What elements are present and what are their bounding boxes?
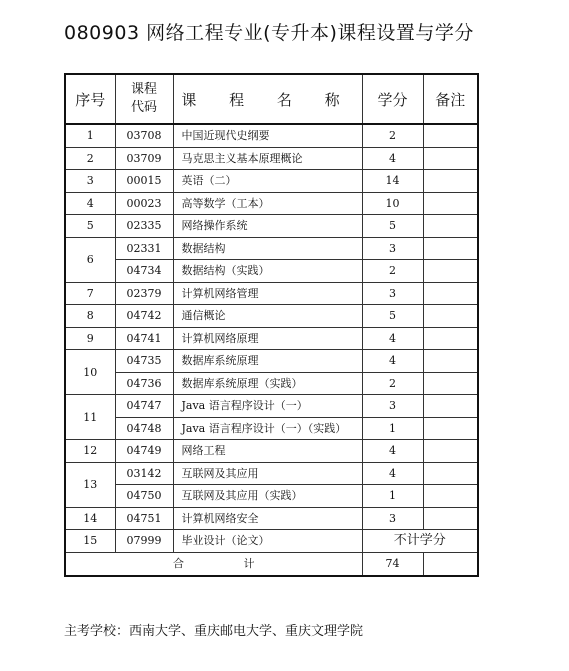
- remark-cell: [423, 485, 478, 508]
- credit-cell: 5: [362, 215, 423, 238]
- code-cell: 04750: [115, 485, 173, 508]
- header-seq: 序号: [65, 74, 115, 124]
- thesis-note: 不计学分: [362, 530, 478, 553]
- code-cell: 04748: [115, 417, 173, 440]
- page-title: 080903 网络工程专业(专升本)课程设置与学分: [64, 22, 474, 44]
- code-cell: 04742: [115, 305, 173, 328]
- remark-cell: [423, 350, 478, 373]
- table-row: [65, 440, 478, 463]
- credit-cell: 2: [362, 124, 423, 147]
- course-name-cell: Java 语言程序设计（一）（实践）: [173, 417, 362, 440]
- table-row: [65, 170, 478, 193]
- code-cell: 04735: [115, 350, 173, 373]
- seq-cell: 11: [65, 395, 115, 440]
- course-name-cell: 数据库系统原理: [173, 350, 362, 373]
- course-name-cell: 英语（二）: [173, 170, 362, 193]
- table-row: [65, 507, 478, 530]
- table-body: [65, 124, 478, 576]
- header-code: [115, 74, 173, 124]
- seq-cell: 15: [65, 530, 115, 553]
- code-cell: 03142: [115, 462, 173, 485]
- credit-cell: 3: [362, 395, 423, 418]
- credit-cell: 4: [362, 147, 423, 170]
- seq-cell: 6: [65, 237, 115, 282]
- credit-cell: 3: [362, 507, 423, 530]
- remark-cell: [423, 147, 478, 170]
- seq-cell: 12: [65, 440, 115, 463]
- header-credit: 学分: [362, 74, 423, 124]
- exam-schools: 主考学校：西南大学、重庆邮电大学、重庆文理学院: [64, 624, 364, 639]
- course-name-cell: 数据结构: [173, 237, 362, 260]
- credit-cell: 2: [362, 372, 423, 395]
- remark-cell: [423, 507, 478, 530]
- seq-cell: 13: [65, 462, 115, 507]
- course-name-cell: 数据结构（实践）: [173, 260, 362, 283]
- table-row: [65, 192, 478, 215]
- credit-cell: 4: [362, 327, 423, 350]
- credit-cell: 1: [362, 485, 423, 508]
- table-row: [65, 305, 478, 328]
- total-label: 合 计: [65, 552, 362, 576]
- code-cell: 00023: [115, 192, 173, 215]
- remark-cell: [423, 372, 478, 395]
- total-row: [65, 552, 478, 576]
- code-cell: 04749: [115, 440, 173, 463]
- credit-cell: 1: [362, 417, 423, 440]
- course-name-cell: 网络工程: [173, 440, 362, 463]
- seq-cell: 3: [65, 170, 115, 193]
- course-name-cell: 计算机网络原理: [173, 327, 362, 350]
- table-header-row: [65, 74, 478, 124]
- total-credit: 74: [362, 552, 423, 576]
- header-code-line2: 代码: [130, 100, 157, 115]
- remark-cell: [423, 440, 478, 463]
- course-name-cell: 网络操作系统: [173, 215, 362, 238]
- code-cell: 04747: [115, 395, 173, 418]
- remark-cell: [423, 237, 478, 260]
- course-name-cell: 中国近现代史纲要: [173, 124, 362, 147]
- remark-cell: [423, 260, 478, 283]
- remark-cell: [423, 417, 478, 440]
- course-name-cell: 毕业设计（论文）: [173, 530, 362, 553]
- header-name: 课 程 名 称: [173, 74, 362, 124]
- table-row: [65, 147, 478, 170]
- remark-cell: [423, 124, 478, 147]
- table-row: [65, 124, 478, 147]
- course-name-cell: 通信概论: [173, 305, 362, 328]
- credit-cell: 14: [362, 170, 423, 193]
- table-row: [65, 260, 478, 283]
- header-remark: 备注: [423, 74, 478, 124]
- credit-cell: 4: [362, 350, 423, 373]
- code-cell: 03708: [115, 124, 173, 147]
- remark-cell: [423, 395, 478, 418]
- code-cell: 03709: [115, 147, 173, 170]
- course-name-cell: 马克思主义基本原理概论: [173, 147, 362, 170]
- seq-cell: 1: [65, 124, 115, 147]
- table-row: [65, 485, 478, 508]
- header-code-line1: 课程: [130, 82, 157, 97]
- course-name-cell: 高等数学（工本）: [173, 192, 362, 215]
- seq-cell: 5: [65, 215, 115, 238]
- table-row: [65, 372, 478, 395]
- code-cell: 02379: [115, 282, 173, 305]
- course-table: [64, 73, 479, 577]
- course-name-cell: Java 语言程序设计（一）: [173, 395, 362, 418]
- seq-cell: 2: [65, 147, 115, 170]
- credit-cell: 3: [362, 282, 423, 305]
- table-row: [65, 417, 478, 440]
- credit-cell: 4: [362, 440, 423, 463]
- seq-cell: 9: [65, 327, 115, 350]
- seq-cell: 10: [65, 350, 115, 395]
- course-name-cell: 数据库系统原理（实践）: [173, 372, 362, 395]
- table-row: [65, 237, 478, 260]
- seq-cell: 8: [65, 305, 115, 328]
- table-row: [65, 462, 478, 485]
- course-name-cell: 互联网及其应用（实践）: [173, 485, 362, 508]
- credit-cell: 3: [362, 237, 423, 260]
- remark-cell: [423, 305, 478, 328]
- remark-cell: [423, 170, 478, 193]
- table-row: [65, 327, 478, 350]
- code-cell: 02335: [115, 215, 173, 238]
- code-cell: 04741: [115, 327, 173, 350]
- credit-cell: 2: [362, 260, 423, 283]
- seq-cell: 4: [65, 192, 115, 215]
- seq-cell: 7: [65, 282, 115, 305]
- table-row: [65, 395, 478, 418]
- seq-cell: 14: [65, 507, 115, 530]
- course-name-cell: 计算机网络管理: [173, 282, 362, 305]
- code-cell: 02331: [115, 237, 173, 260]
- course-name-cell: 计算机网络安全: [173, 507, 362, 530]
- credit-cell: 5: [362, 305, 423, 328]
- table-row: [65, 282, 478, 305]
- remark-cell: [423, 552, 478, 576]
- remark-cell: [423, 462, 478, 485]
- remark-cell: [423, 327, 478, 350]
- remark-cell: [423, 282, 478, 305]
- credit-cell: 10: [362, 192, 423, 215]
- table-row: [65, 215, 478, 238]
- code-cell: 04751: [115, 507, 173, 530]
- code-cell: 04736: [115, 372, 173, 395]
- code-cell: 07999: [115, 530, 173, 553]
- course-name-cell: 互联网及其应用: [173, 462, 362, 485]
- thesis-row: [65, 530, 478, 553]
- remark-cell: [423, 192, 478, 215]
- remark-cell: [423, 215, 478, 238]
- credit-cell: 4: [362, 462, 423, 485]
- table-row: [65, 350, 478, 373]
- code-cell: 00015: [115, 170, 173, 193]
- code-cell: 04734: [115, 260, 173, 283]
